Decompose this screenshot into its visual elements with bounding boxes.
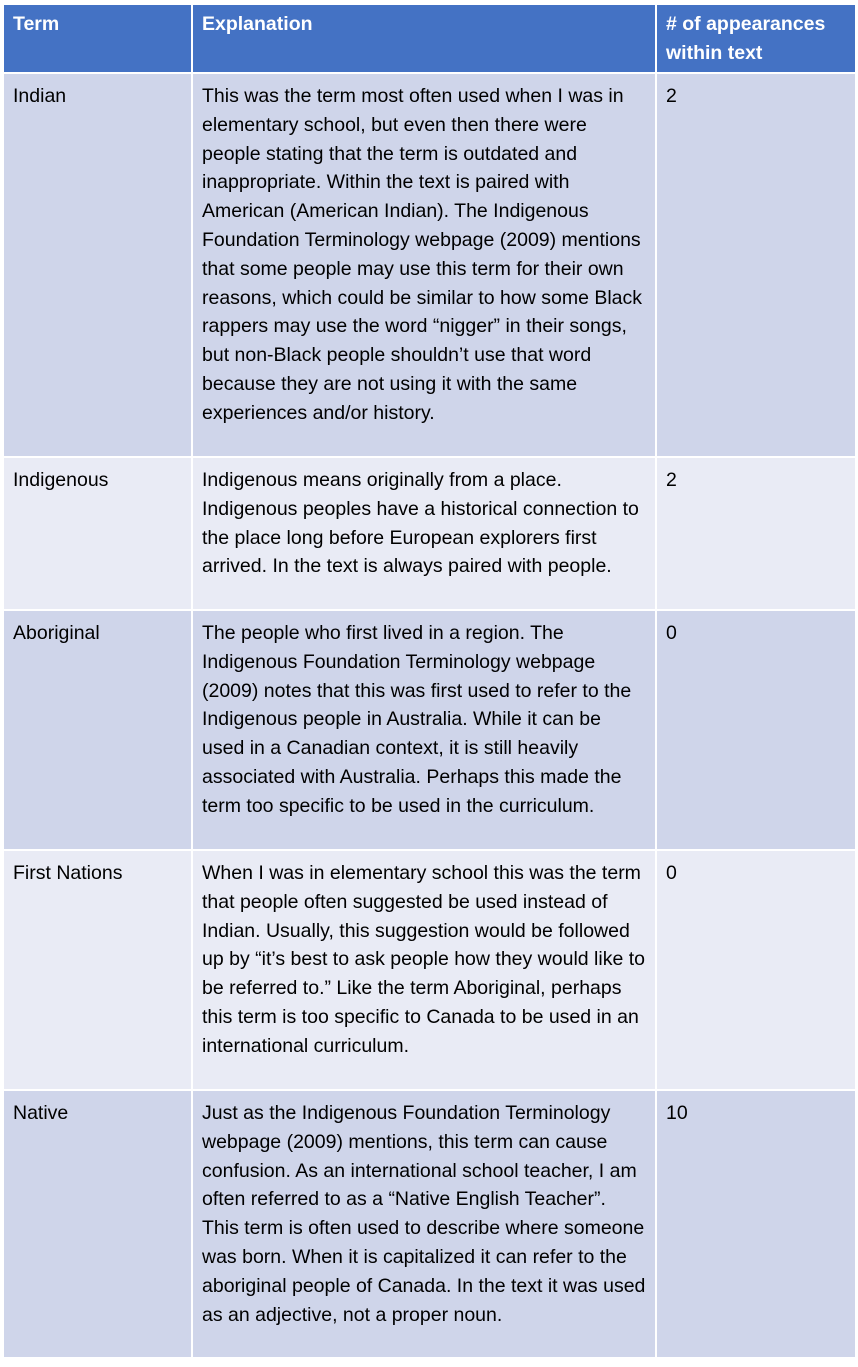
explanation-cell: Indigenous means originally from a place. Indigenous peoples have a historical connection to the place long before European explorers first arrived. In the text is always paired with people. <box>192 457 656 610</box>
table-row <box>3 457 856 610</box>
header-term: Term <box>3 4 192 73</box>
count-cell: 10 <box>656 1090 856 1358</box>
count-cell: 0 <box>656 850 856 1090</box>
header-appearances: # of appearances within text <box>656 4 856 73</box>
term-cell: Aboriginal <box>3 610 192 850</box>
term-cell: First Nations <box>3 850 192 1090</box>
header-explanation: Explanation <box>192 4 656 73</box>
count-cell: 2 <box>656 457 856 610</box>
header-row <box>3 4 856 73</box>
term-cell: Indian <box>3 73 192 457</box>
table-row <box>3 1090 856 1358</box>
table-row <box>3 850 856 1090</box>
term-cell: Native <box>3 1090 192 1358</box>
count-cell: 0 <box>656 610 856 850</box>
explanation-cell: Just as the Indigenous Foundation Terminology webpage (2009) mentions, this term can cause confusion. As an international school teacher, I am often referred to as a “Native English Teacher”. This term is often used to describe where someone was born. When it is capitalized it can refer to the aboriginal people of Canada. In the text it was used as an adjective, not a proper noun. <box>192 1090 656 1358</box>
table-row <box>3 610 856 850</box>
count-cell: 2 <box>656 73 856 457</box>
term-cell: Indigenous <box>3 457 192 610</box>
table-row <box>3 73 856 457</box>
explanation-cell: This was the term most often used when I was in elementary school, but even then there were people stating that the term is outdated and inappropriate. Within the text is paired with American (American Indian). The Indigenous Foundation Terminology webpage (2009) mentions that some people may use this term for their own reasons, which could be similar to how some Black rappers may use the word “nigger” in their songs, but non-Black people shouldn’t use that word because they are not using it with the same experiences and/or history. <box>192 73 656 457</box>
explanation-cell: When I was in elementary school this was the term that people often suggested be used instead of Indian. Usually, this suggestion would be followed up by “it’s best to ask people how they would like to be referred to.” Like the term Aboriginal, perhaps this term is too specific to Canada to be used in an international curriculum. <box>192 850 656 1090</box>
explanation-cell: The people who first lived in a region. The Indigenous Foundation Terminology webpage (2009) notes that this was first used to refer to the Indigenous people in Australia. While it can be used in a Canadian context, it is still heavily associated with Australia. Perhaps this made the term too specific to be used in the curriculum. <box>192 610 656 850</box>
terminology-table <box>2 3 857 1359</box>
